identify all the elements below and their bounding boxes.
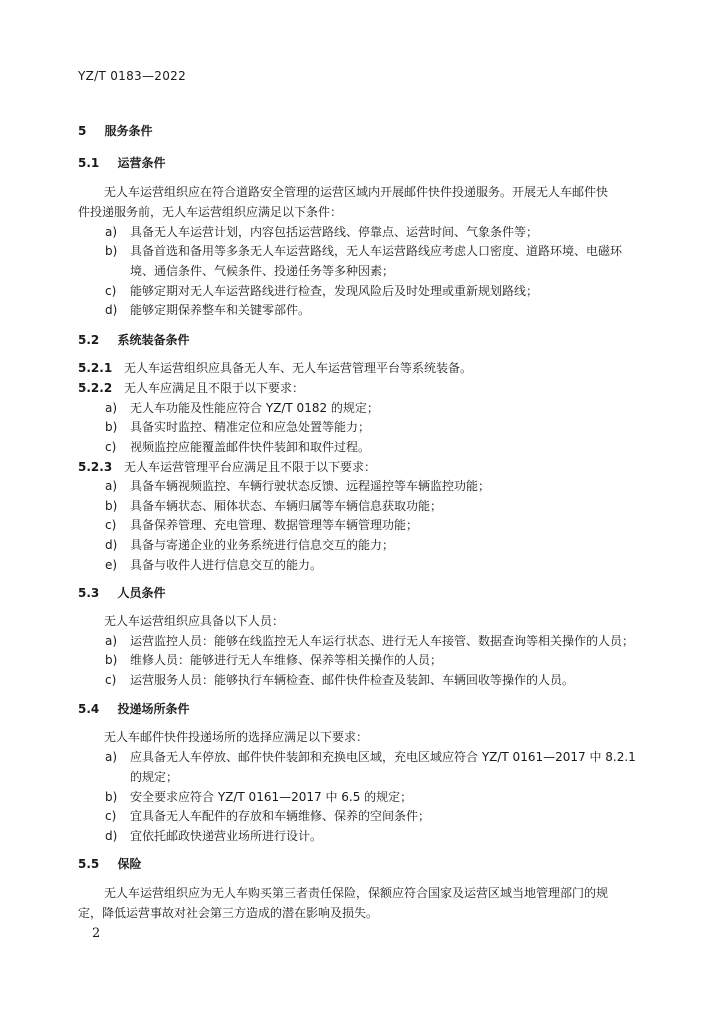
standard-code-header: YZ/T 0183—2022 bbox=[78, 69, 187, 83]
list-label: c) bbox=[105, 440, 117, 454]
list-label: b) bbox=[105, 420, 118, 434]
paragraph-line: 无人车运营组织应具备以下人员： bbox=[104, 614, 285, 628]
list-item: 无人车功能及性能应符合 YZ/T 0182 的规定； bbox=[130, 401, 379, 415]
paragraph-line: 定，降低运营事故对社会第三方造成的潜在影响及损失。 bbox=[78, 906, 379, 920]
section-title: 服务条件 bbox=[104, 124, 153, 138]
section-5-2-heading bbox=[78, 333, 189, 347]
clause-text: 无人车应满足且不限于以下要求： bbox=[124, 381, 305, 395]
clause-5-2-2 bbox=[78, 381, 304, 395]
clause-number: 5.2.3 bbox=[78, 460, 113, 474]
section-5-1-heading bbox=[78, 156, 165, 170]
section-5-4-heading bbox=[78, 702, 189, 716]
list-item: 具备首选和备用等多条无人车运营路线，无人车运营路线应考虑人口密度、道路环境、电磁环 bbox=[130, 244, 623, 258]
list-item: 具备与寄递企业的业务系统进行信息交互的能力； bbox=[130, 538, 395, 552]
list-label: b) bbox=[105, 499, 118, 513]
clause-5-2-3 bbox=[78, 460, 376, 474]
list-item-continuation: 境、通信条件、气候条件、投递任务等多种因素； bbox=[130, 264, 395, 278]
paragraph-line: 无人车邮件快件投递场所的选择应满足以下要求： bbox=[104, 730, 369, 744]
list-label: c) bbox=[105, 809, 117, 823]
paragraph-line: 无人车运营组织应为无人车购买第三者责任保险，保额应符合国家及运营区域当地管理部门的规 bbox=[104, 886, 609, 900]
list-label: d) bbox=[105, 829, 118, 843]
list-item: 具备无人车运营计划，内容包括运营路线、停靠点、运营时间、气象条件等； bbox=[130, 225, 539, 239]
list-label: e) bbox=[105, 558, 118, 572]
list-label: c) bbox=[105, 284, 117, 298]
section-5-heading bbox=[78, 124, 153, 138]
clause-text: 无人车运营组织应具备无人车、无人车运营管理平台等系统装备。 bbox=[124, 361, 473, 375]
paragraph-line: 件投递服务前，无人车运营组织应满足以下条件： bbox=[78, 205, 343, 219]
list-label: b) bbox=[105, 653, 118, 667]
list-item: 能够定期保养整车和关键零部件。 bbox=[130, 303, 311, 317]
section-5-5-heading bbox=[78, 857, 141, 871]
list-item-continuation: 的规定； bbox=[130, 770, 179, 784]
list-item: 具备车辆状态、厢体状态、车辆归属等车辆信息获取功能； bbox=[130, 499, 443, 513]
section-title: 运营条件 bbox=[117, 156, 166, 170]
list-label: d) bbox=[105, 538, 118, 552]
list-label: b) bbox=[105, 790, 118, 804]
section-number: 5.5 bbox=[78, 857, 100, 871]
list-item: 运营监控人员：能够在线监控无人车运行状态、进行无人车接管、数据查询等相关操作的人员； bbox=[130, 634, 635, 648]
list-label: d) bbox=[105, 303, 118, 317]
list-item: 视频监控应能覆盖邮件快件装卸和取件过程。 bbox=[130, 440, 371, 454]
list-item: 具备车辆视频监控、车辆行驶状态反馈、远程遥控等车辆监控功能； bbox=[130, 479, 491, 493]
section-number: 5 bbox=[78, 124, 87, 138]
list-item: 安全要求应符合 YZ/T 0161—2017 中 6.5 的规定； bbox=[130, 790, 413, 804]
page-number: 2 bbox=[92, 926, 101, 941]
list-label: c) bbox=[105, 673, 117, 687]
clause-number: 5.2.2 bbox=[78, 381, 113, 395]
paragraph-line: 无人车运营组织应在符合道路安全管理的运营区域内开展邮件快件投递服务。开展无人车邮件快 bbox=[104, 185, 609, 199]
list-item: 宜具备无人车配件的存放和车辆维修、保养的空间条件； bbox=[130, 809, 431, 823]
list-label: a) bbox=[105, 634, 118, 648]
list-item: 具备与收件人进行信息交互的能力。 bbox=[130, 558, 323, 572]
list-item: 宜依托邮政快递营业场所进行设计。 bbox=[130, 829, 323, 843]
section-title: 系统装备条件 bbox=[117, 333, 190, 347]
list-label: b) bbox=[105, 244, 118, 258]
list-item: 应具备无人车停放、邮件快件装卸和充换电区域，充电区域应符合 YZ/T 0161—2017 中 8.2.1 bbox=[130, 750, 636, 764]
list-item: 能够定期对无人车运营路线进行检查，发现风险后及时处理或重新规划路线； bbox=[130, 284, 539, 298]
list-label: a) bbox=[105, 225, 118, 239]
list-label: a) bbox=[105, 750, 118, 764]
section-number: 5.3 bbox=[78, 586, 100, 600]
list-item: 具备实时监控、精准定位和应急处置等能力； bbox=[130, 420, 371, 434]
list-item: 具备保养管理、充电管理、数据管理等车辆管理功能； bbox=[130, 518, 419, 532]
list-item: 维修人员：能够进行无人车维修、保养等相关操作的人员； bbox=[130, 653, 443, 667]
section-number: 5.2 bbox=[78, 333, 100, 347]
section-title: 投递场所条件 bbox=[117, 702, 190, 716]
clause-number: 5.2.1 bbox=[78, 361, 113, 375]
section-title: 人员条件 bbox=[117, 586, 166, 600]
list-label: a) bbox=[105, 479, 118, 493]
list-item: 运营服务人员：能够执行车辆检查、邮件快件检查及装卸、车辆回收等操作的人员。 bbox=[130, 673, 575, 687]
list-label: a) bbox=[105, 401, 118, 415]
section-title: 保险 bbox=[117, 857, 142, 871]
clause-5-2-1 bbox=[78, 361, 472, 375]
list-label: c) bbox=[105, 518, 117, 532]
section-number: 5.1 bbox=[78, 156, 100, 170]
section-number: 5.4 bbox=[78, 702, 100, 716]
clause-text: 无人车运营管理平台应满足且不限于以下要求： bbox=[124, 460, 377, 474]
section-5-3-heading bbox=[78, 586, 165, 600]
